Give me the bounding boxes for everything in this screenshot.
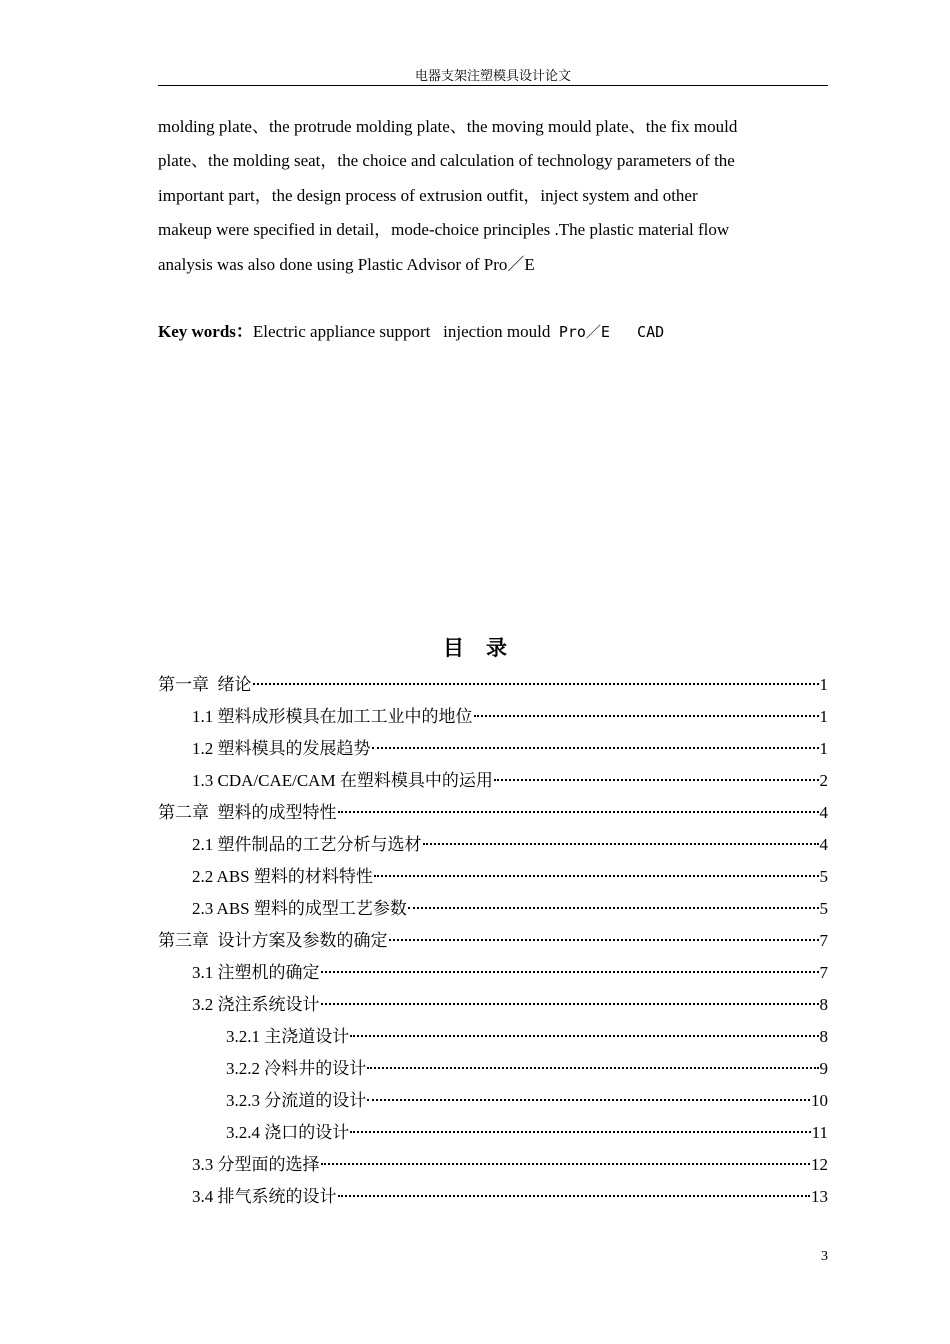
toc-entry-label: 3.4 排气系统的设计 (192, 1187, 337, 1206)
keywords-label: Key words： (158, 322, 253, 341)
toc-entry[interactable] (158, 893, 828, 925)
abstract-line: important part，the design process of extrusion outfit，inject system and other (158, 185, 698, 205)
toc-leader-dots (474, 715, 819, 717)
header-rule (158, 85, 828, 86)
toc-entry[interactable] (158, 1117, 828, 1149)
toc-entry-label: 2.3 ABS 塑料的成型工艺参数 (192, 899, 407, 918)
toc-entry-page: 5 (819, 867, 828, 886)
abstract-line: plate、the molding seat，the choice and calculation of technology parameters of the (158, 151, 735, 171)
toc-entry[interactable] (158, 861, 828, 893)
toc-leader-dots (494, 779, 819, 781)
toc-leader-dots (423, 843, 819, 845)
toc-entry-label: 2.1 塑件制品的工艺分析与选材 (192, 835, 422, 854)
toc-entry[interactable] (158, 925, 828, 957)
keywords-software: Pro／E CAD (558, 323, 665, 341)
toc-entry[interactable] (158, 733, 828, 765)
page-number: 3 (821, 1249, 828, 1264)
toc-entry-page: 11 (811, 1123, 828, 1142)
toc-entry-label: 3.2.3 分流道的设计 (226, 1091, 367, 1110)
toc-leader-dots (338, 811, 819, 813)
toc-leader-dots (350, 1131, 810, 1133)
toc-leader-dots (321, 1003, 819, 1005)
toc-entry-page: 5 (819, 899, 828, 918)
toc-entry-page: 1 (819, 739, 828, 758)
toc-entry-label: 1.1 塑料成形模具在加工工业中的地位 (192, 707, 473, 726)
toc-entry[interactable] (158, 797, 828, 829)
toc-entry-label: 3.2.4 浇口的设计 (226, 1123, 350, 1142)
toc-leader-dots (372, 747, 819, 749)
toc-entry-label: 3.2.1 主浇道设计 (226, 1027, 350, 1046)
toc-entry-label: 第一章 绪论 (158, 675, 252, 694)
toc-entry-label: 第二章 塑料的成型特性 (158, 803, 337, 822)
toc-entry-page: 1 (819, 675, 828, 694)
toc-title: 目录 (443, 636, 529, 660)
toc-entry-page: 8 (819, 1027, 828, 1046)
abstract-line: analysis was also done using Plastic Advisor of Pro／E (158, 254, 535, 274)
toc-entry-page: 8 (819, 995, 828, 1014)
toc-leader-dots (374, 875, 819, 877)
toc-entry[interactable] (158, 669, 828, 701)
toc-entry[interactable] (158, 989, 828, 1021)
toc-leader-dots (338, 1195, 811, 1197)
toc-leader-dots (350, 1035, 818, 1037)
toc-entry[interactable] (158, 1149, 828, 1181)
toc-entry[interactable] (158, 1021, 828, 1053)
toc-leader-dots (367, 1099, 810, 1101)
toc-entry[interactable] (158, 701, 828, 733)
toc-entry-label: 1.2 塑料模具的发展趋势 (192, 739, 371, 758)
toc-entry[interactable] (158, 829, 828, 861)
toc-entry-page: 7 (819, 931, 828, 950)
abstract-line: molding plate、the protrude molding plate、the moving mould plate、the fix mould (158, 117, 738, 136)
toc-entry-label: 3.1 注塑机的确定 (192, 963, 320, 982)
toc-entry-page: 2 (819, 771, 828, 790)
toc-entry-label: 2.2 ABS 塑料的材料特性 (192, 867, 373, 886)
toc-entry-label: 3.2.2 冷料井的设计 (226, 1059, 367, 1078)
toc-entry[interactable] (158, 1085, 828, 1117)
toc-entry-page: 10 (811, 1091, 828, 1110)
toc-entry[interactable] (158, 1181, 828, 1213)
toc-entry-page: 7 (819, 963, 828, 982)
toc-entry[interactable] (158, 1053, 828, 1085)
keywords-text: Electric appliance support injection mould (252, 322, 559, 341)
toc-entry-page: 4 (819, 835, 828, 854)
toc-leader-dots (321, 1163, 811, 1165)
abstract-body (158, 110, 828, 282)
toc-leader-dots (367, 1067, 818, 1069)
table-of-contents (158, 669, 828, 1213)
toc-entry-page: 4 (819, 803, 828, 822)
toc-leader-dots (321, 971, 819, 973)
toc-entry-label: 第三章 设计方案及参数的确定 (158, 931, 388, 950)
toc-leader-dots (253, 683, 819, 685)
toc-entry[interactable] (158, 957, 828, 989)
toc-entry-page: 1 (819, 707, 828, 726)
toc-entry-page: 13 (811, 1187, 828, 1206)
abstract-line: makeup were specified in detail，mode-choice principles .The plastic material flow (158, 220, 730, 240)
toc-entry-label: 3.2 浇注系统设计 (192, 995, 320, 1014)
toc-entry-label: 3.3 分型面的选择 (192, 1155, 320, 1174)
toc-entry-label: 1.3 CDA/CAE/CAM 在塑料模具中的运用 (192, 771, 493, 790)
running-header: 电器支架注塑模具设计论文 (414, 68, 571, 83)
toc-entry[interactable] (158, 765, 828, 797)
toc-leader-dots (408, 907, 819, 909)
keywords-line (158, 316, 828, 348)
toc-entry-page: 12 (811, 1155, 828, 1174)
toc-entry-page: 9 (819, 1059, 828, 1078)
toc-leader-dots (389, 939, 819, 941)
